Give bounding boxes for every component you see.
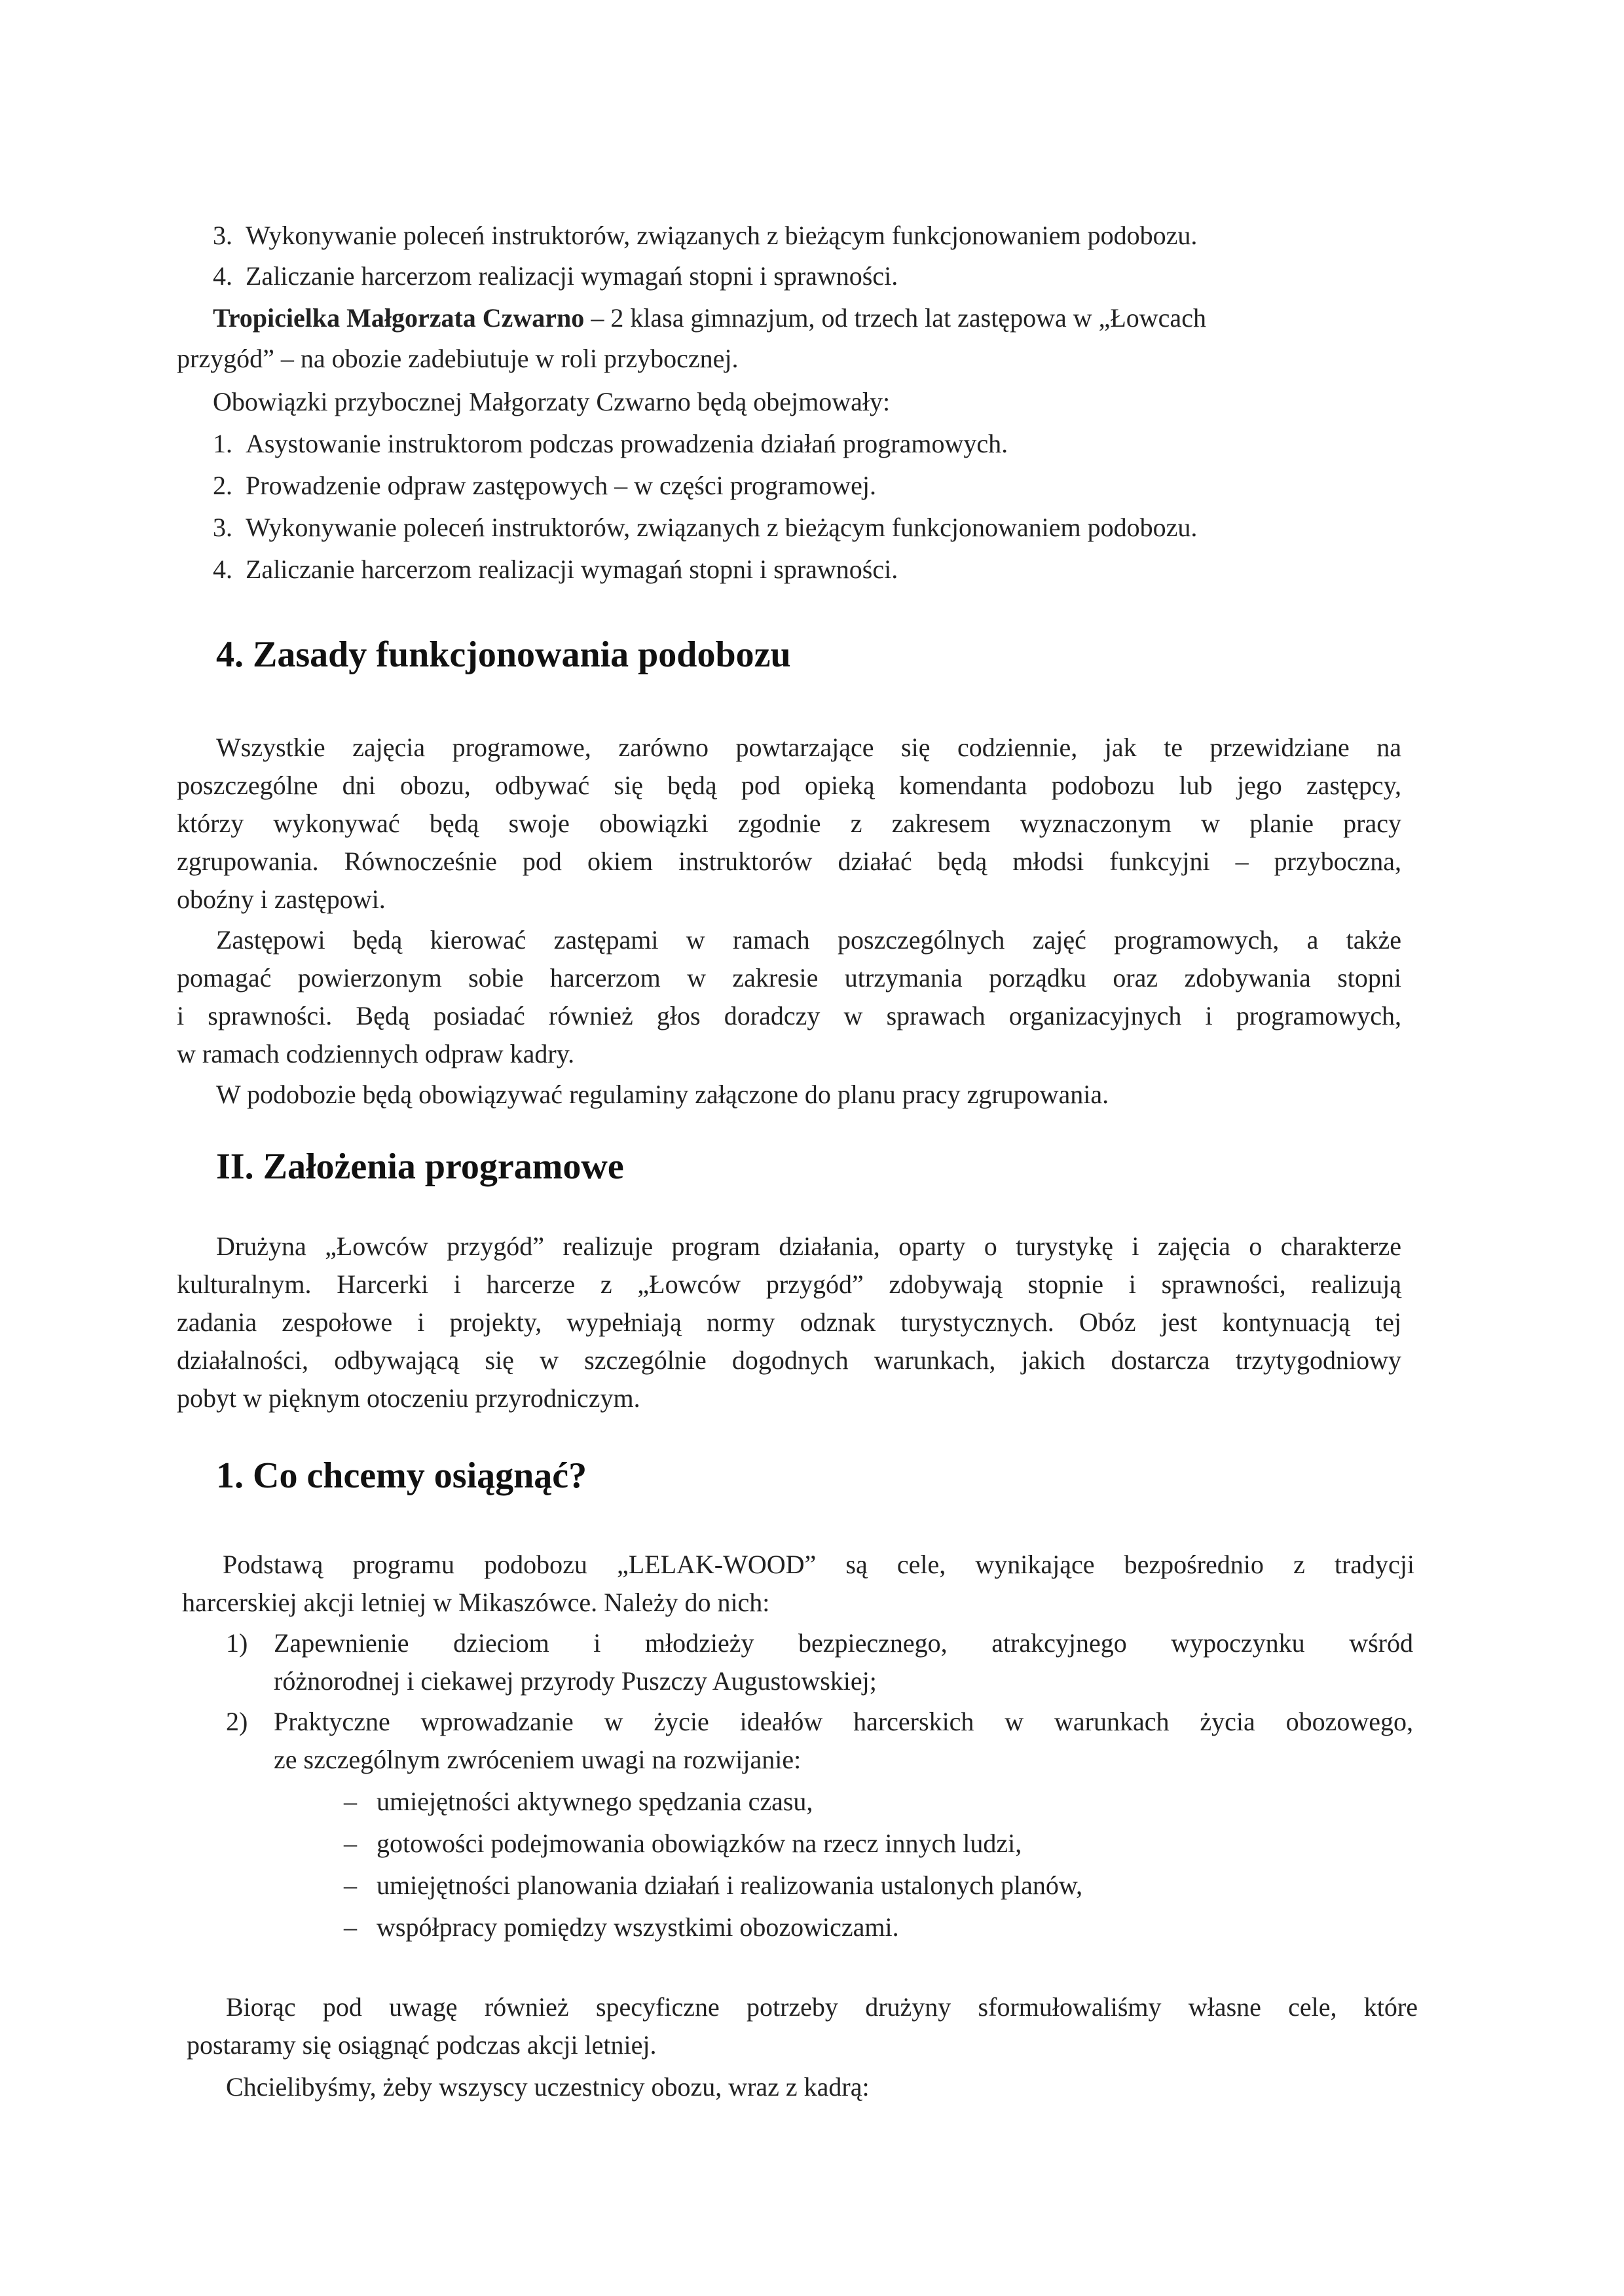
- przyboczna-duty-4: 4. Zaliczanie harcerzom realizacji wymagań stopni i sprawności.: [213, 555, 898, 584]
- bullet-item-4: – współpracy pomiędzy wszystkimi obozowiczami.: [344, 1912, 899, 1942]
- przyboczna-intro-line: [213, 302, 1206, 334]
- przyboczna-duties-intro: Obowiązki przybocznej Małgorzaty Czwarno będą obejmowały:: [213, 387, 891, 416]
- duty-item-3: 3. Wykonywanie poleceń instruktorów, związanych z bieżącym funkcjonowaniem podobozu.: [213, 221, 1198, 250]
- przyboczna-duty-1: 1. Asystowanie instruktorom podczas prowadzenia działań programowych.: [213, 429, 1008, 458]
- zasady-p1-line5: oboźny i zastępowi.: [177, 884, 386, 914]
- duty-item-4: 4. Zaliczanie harcerzom realizacji wymagań stopni i sprawności.: [213, 261, 898, 291]
- cele-p1-line1: Podstawą programu podobozu „LELAK-WOOD” są cele, wynikające bezpośrednio z tradycji: [223, 1550, 1414, 1579]
- bullet-item-3: – umiejętności planowania działań i realizowania ustalonych planów,: [344, 1870, 1083, 1900]
- cele-p3: Chcielibyśmy, żeby wszyscy uczestnicy obozu, wraz z kadrą:: [226, 2072, 870, 2102]
- przyboczna-intro-rest: – 2 klasa gimnazjum, od trzech lat zastępowa w „Łowcach: [584, 303, 1206, 333]
- goal-1-number: 1): [226, 1628, 248, 1658]
- goal-1-line1: Zapewnienie dzieciom i młodzieży bezpiecznego, atrakcyjnego wypoczynku wśród: [274, 1628, 1413, 1658]
- przyboczna-intro-line2: przygód” – na obozie zadebiutuje w roli przybocznej.: [177, 344, 739, 373]
- zasady-p1-line3: którzy wykonywać będą swoje obowiązki zgodnie z zakresem wyznaczonym w planie pracy: [177, 809, 1401, 838]
- cele-p2-line2: postaramy się osiągnąć podczas akcji letniej.: [187, 2030, 657, 2060]
- zasady-p2-line2: pomagać powierzonym sobie harcerzom w zakresie utrzymania porządku oraz zdobywania stopni: [177, 963, 1401, 993]
- zasady-p1-line2: poszczególne dni obozu, odbywać się będą pod opieką komendanta podobozu lub jego zastępcy,: [177, 771, 1401, 800]
- cele-p2-line1: Biorąc pod uwagę również specyficzne potrzeby drużyny sformułowaliśmy własne cele, które: [226, 1992, 1418, 2022]
- zasady-p2-line1: Zastępowi będą kierować zastępami w ramach poszczególnych zajęć programowych, a także: [216, 925, 1401, 955]
- zasady-p2-line4: w ramach codziennych odpraw kadry.: [177, 1039, 575, 1068]
- section-heading-cele: 1. Co chcemy osiągnąć?: [216, 1455, 587, 1496]
- zasady-p1-line1: Wszystkie zajęcia programowe, zarówno powtarzające się codziennie, jak te przewidziane na: [216, 733, 1401, 762]
- zalozenia-p1-line4: działalności, odbywającą się w szczególnie dogodnych warunkach, jakich dostarcza trzytygodniowy: [177, 1345, 1401, 1375]
- section-heading-zalozenia: II. Założenia programowe: [216, 1146, 624, 1187]
- zalozenia-p1-line3: zadania zespołowe i projekty, wypełniają normy odznak turystycznych. Obóz jest kontynuacją tej: [177, 1307, 1401, 1337]
- cele-p1-line2: harcerskiej akcji letniej w Mikaszówce. Należy do nich:: [182, 1588, 770, 1617]
- przyboczna-duty-2: 2. Prowadzenie odpraw zastępowych – w części programowej.: [213, 471, 876, 500]
- przyboczna-name: Tropicielka Małgorzata Czwarno: [213, 303, 585, 333]
- goal-2-line1: Praktyczne wprowadzanie w życie ideałów harcerskich w warunkach życia obozowego,: [274, 1707, 1413, 1736]
- zalozenia-p1-line1: Drużyna „Łowców przygód” realizuje program działania, oparty o turystykę i zajęcia o charakterze: [216, 1231, 1401, 1261]
- zalozenia-p1-line5: pobyt w pięknym otoczeniu przyrodniczym.: [177, 1383, 640, 1413]
- section-heading-zasady: 4. Zasady funkcjonowania podobozu: [216, 634, 791, 675]
- zasady-p3: W podobozie będą obowiązywać regulaminy załączone do planu pracy zgrupowania.: [216, 1080, 1109, 1109]
- zasady-p2-line3: i sprawności. Będą posiadać również głos doradczy w sprawach organizacyjnych i programowych,: [177, 1001, 1401, 1030]
- goal-1-line2: różnorodnej i ciekawej przyrody Puszczy Augustowskiej;: [274, 1666, 877, 1696]
- bullet-item-1: – umiejętności aktywnego spędzania czasu,: [344, 1787, 813, 1816]
- przyboczna-duty-3: 3. Wykonywanie poleceń instruktorów, związanych z bieżącym funkcjonowaniem podobozu.: [213, 513, 1198, 542]
- bullet-item-2: – gotowości podejmowania obowiązków na rzecz innych ludzi,: [344, 1829, 1022, 1858]
- goal-2-number: 2): [226, 1707, 248, 1736]
- zalozenia-p1-line2: kulturalnym. Harcerki i harcerze z „Łowców przygód” zdobywają stopnie i sprawności, realizują: [177, 1269, 1401, 1299]
- zasady-p1-line4: zgrupowania. Równocześnie pod okiem instruktorów działać będą młodsi funkcyjni – przyboczna,: [177, 847, 1401, 876]
- goal-2-line2: ze szczególnym zwróceniem uwagi na rozwijanie:: [274, 1745, 802, 1774]
